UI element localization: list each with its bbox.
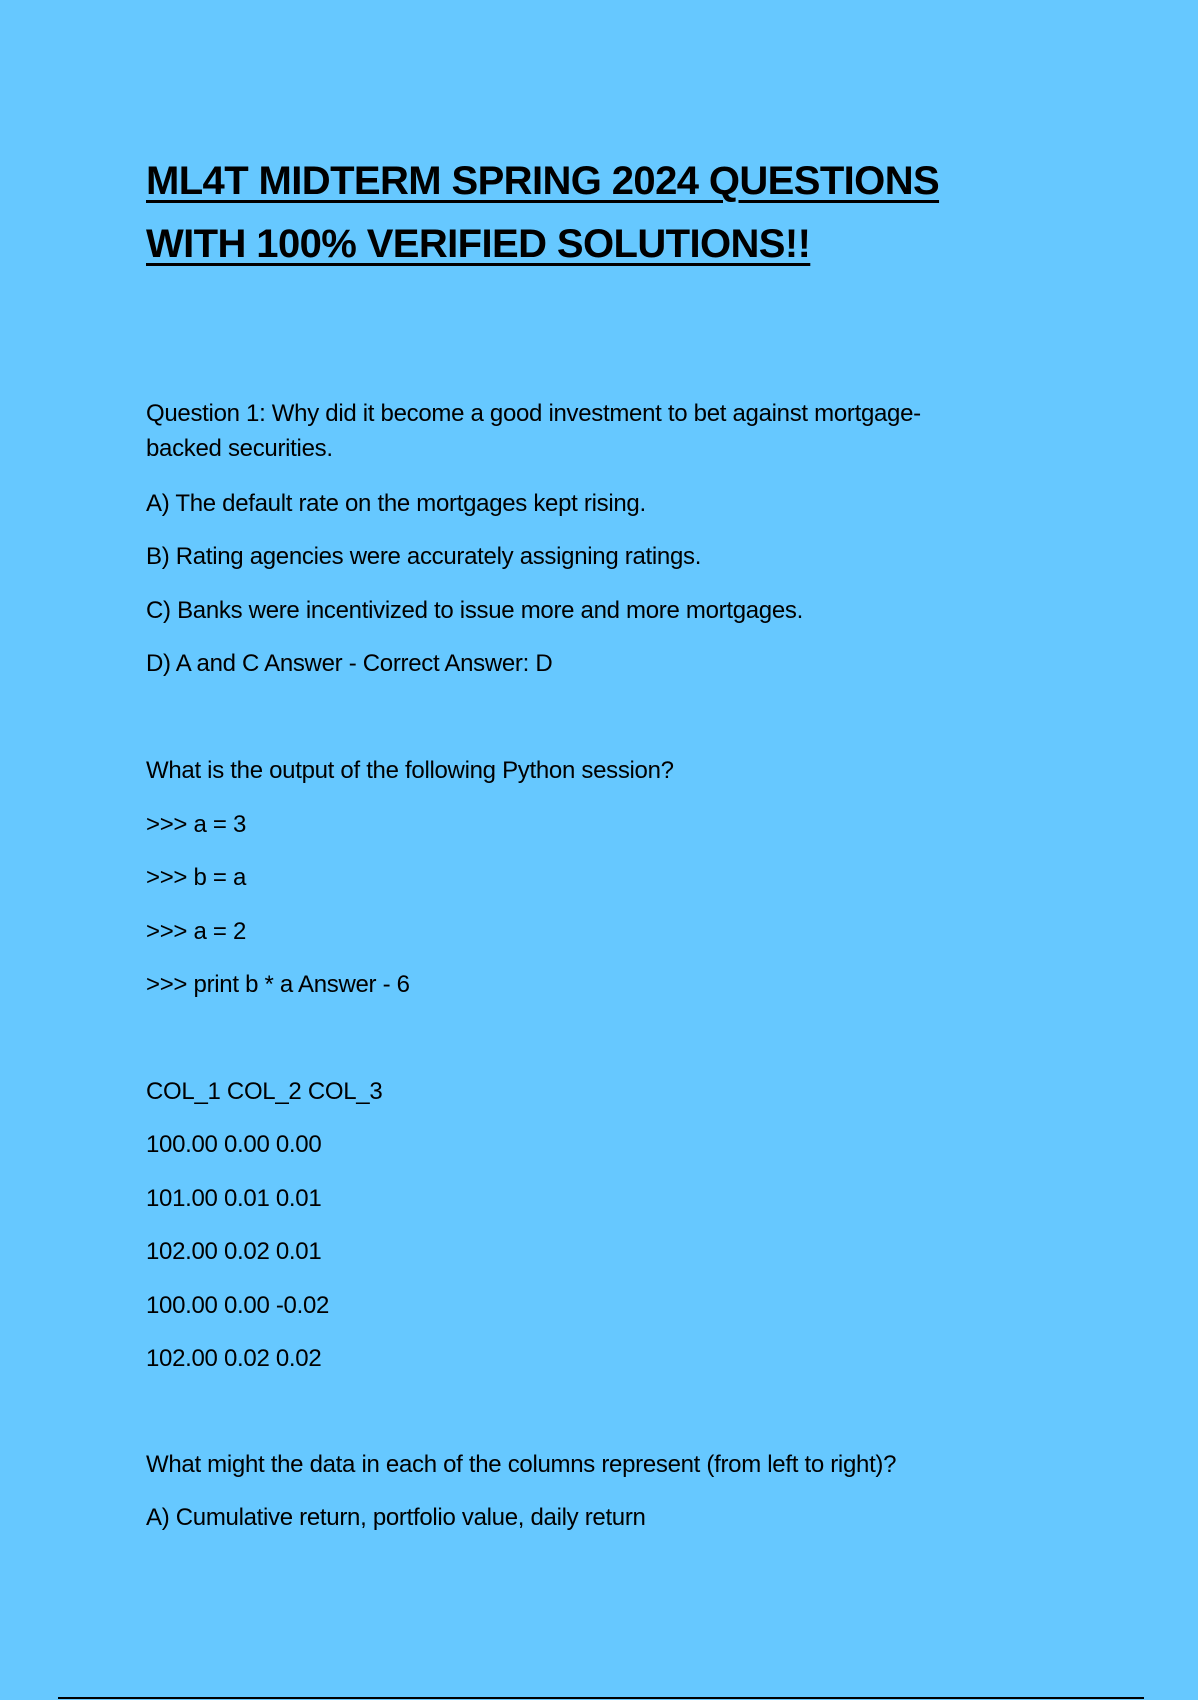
code-line-answer: >>> print b * a Answer - 6 [146, 971, 410, 998]
table-header: COL_1 COL_2 COL_3 [146, 1078, 383, 1105]
code-line: >>> a = 2 [146, 918, 247, 945]
table-row: 102.00 0.02 0.01 [146, 1238, 322, 1265]
document-title [146, 150, 1046, 276]
q1-option-a: A) The default rate on the mortgages kept rising. [146, 490, 646, 517]
title-line-2: WITH 100% VERIFIED SOLUTIONS!! [146, 222, 811, 266]
q3-question: What might the data in each of the columns represent (from left to right)? [146, 1451, 897, 1478]
q1-option-c: C) Banks were incentivized to issue more and more mortgages. [146, 597, 803, 624]
table-row: 100.00 0.00 -0.02 [146, 1292, 330, 1319]
q1-question-line-1: Question 1: Why did it become a good investment to bet against mortgage- [146, 400, 921, 427]
q2-question: What is the output of the following Python session? [146, 757, 674, 784]
code-line: >>> a = 3 [146, 811, 247, 838]
q3-option-a: A) Cumulative return, portfolio value, daily return [146, 1504, 646, 1531]
q1-option-b: B) Rating agencies were accurately assigning ratings. [146, 543, 702, 570]
bottom-divider [58, 1697, 1144, 1699]
q1-question-line-2: backed securities. [146, 435, 333, 462]
title-line-1: ML4T MIDTERM SPRING 2024 QUESTIONS [146, 159, 940, 203]
table-row: 102.00 0.02 0.02 [146, 1345, 322, 1372]
code-line: >>> b = a [146, 864, 247, 891]
table-row: 100.00 0.00 0.00 [146, 1131, 322, 1158]
table-row: 101.00 0.01 0.01 [146, 1185, 322, 1212]
q1-option-d-answer: D) A and C Answer - Correct Answer: D [146, 650, 553, 677]
